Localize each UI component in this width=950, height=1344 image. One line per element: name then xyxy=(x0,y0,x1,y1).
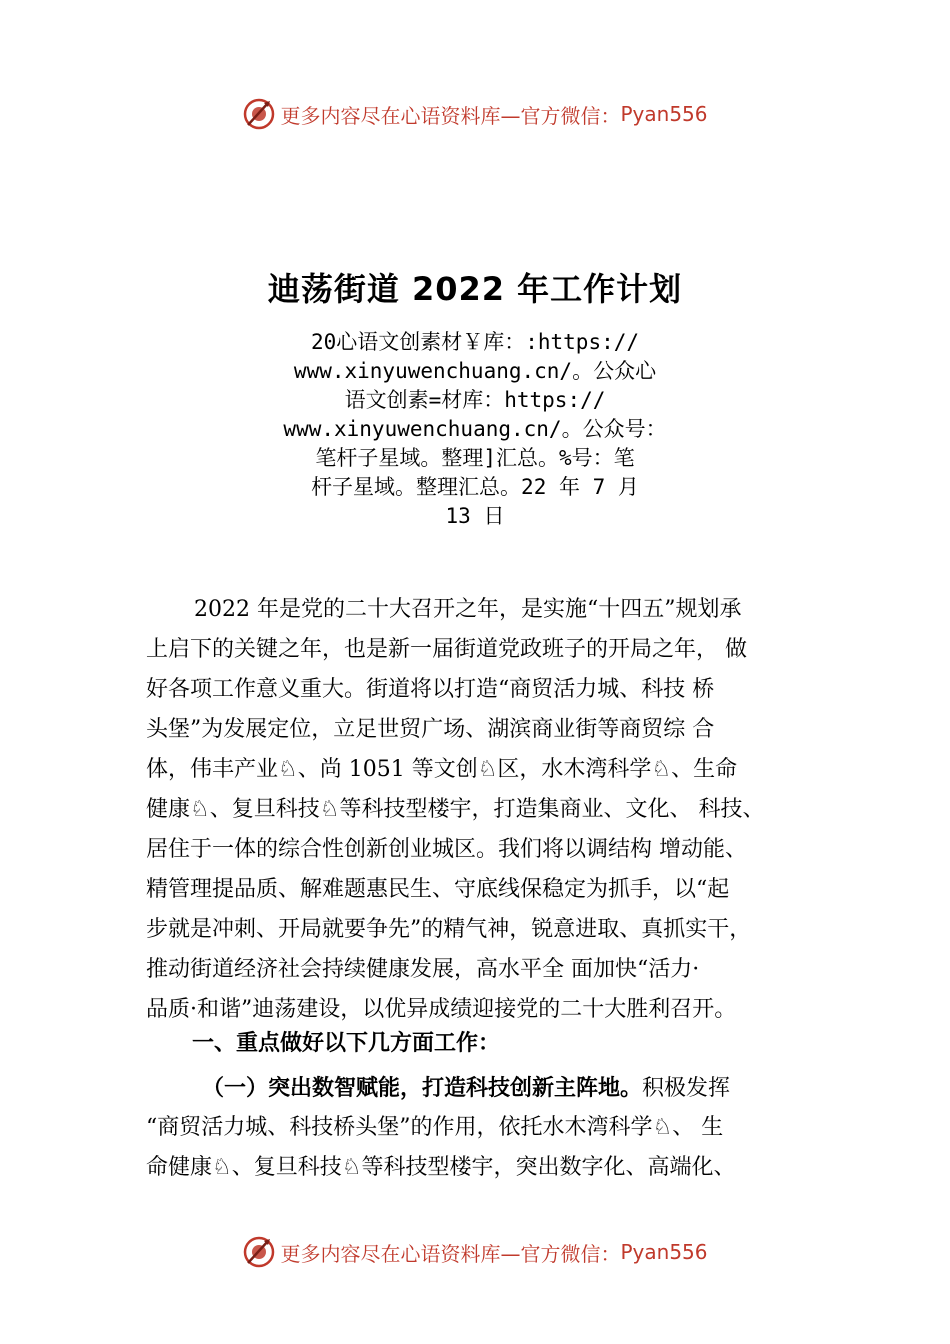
footer-banner xyxy=(0,1232,950,1272)
paragraph-line xyxy=(146,1068,846,1108)
banner-wechat-id: Pyan556 xyxy=(620,1240,708,1264)
paragraph-line: 体，伟丰产业♘、尚 1051 等文创♘区，水木湾科学♘、生命 xyxy=(146,757,738,782)
page-title: 迪荡街道 2022 年工作计划 xyxy=(267,270,683,308)
logo-icon xyxy=(242,1235,276,1269)
source-block xyxy=(260,328,690,531)
paragraph-line: “商贸活力城、科技桥头堡”的作用，依托水木湾科学♘、 生 xyxy=(146,1115,724,1140)
subsection-text: 积极发挥 xyxy=(642,1076,731,1101)
paragraph-line: 步就是冲刺、开局就要争先”的精气神，锐意进取、真抓实干， xyxy=(146,917,752,942)
logo-icon xyxy=(242,97,276,131)
paragraph-line: 居住于一体的综合性创新创业城区。我们将以调结构 增动能、 xyxy=(146,837,747,862)
banner-text: 更多内容尽在心语资料库—官方微信： xyxy=(280,1241,621,1266)
intro-paragraph xyxy=(146,590,846,1030)
banner-wechat-id: Pyan556 xyxy=(620,102,708,126)
subsection-paragraph xyxy=(146,1068,846,1188)
source-line: 笔杆子星域。整理]汇总。%号：笔 xyxy=(315,446,635,470)
paragraph-line: 头堡”为发展定位，立足世贸广场、湖滨商业街等商贸综 合 xyxy=(146,717,715,742)
paragraph-line: 2022 年是党的二十大召开之年，是实施“十四五”规划承 xyxy=(194,597,742,622)
source-line: 杆子星域。整理汇总。22 年 7 月 xyxy=(311,475,639,499)
subsection-heading: （一）突出数智赋能，打造科技创新主阵地。 xyxy=(202,1075,643,1101)
paragraph-line: 健康♘、复旦科技♘等科技型楼宇，打造集商业、文化、 科技、 xyxy=(146,797,765,822)
paragraph-line: 好各项工作意义重大。街道将以打造“商贸活力城、科技 桥 xyxy=(146,677,715,702)
source-line: 13 日 xyxy=(445,504,505,528)
banner-text: 更多内容尽在心语资料库—官方微信： xyxy=(280,103,621,128)
source-line: 语文创素=材库：https:// xyxy=(344,388,606,412)
paragraph-line: 推动街道经济社会持续健康发展，高水平全 面加快“活力· xyxy=(146,957,700,982)
source-line: 20心语文创素材￥库：:https:// xyxy=(310,330,640,354)
paragraph-line: 品质·和谐”迪荡建设，以优异成绩迎接党的二十大胜利召开。 xyxy=(146,997,737,1022)
source-line: www.xinyuwenchuang.cn/。公众号： xyxy=(283,417,667,441)
source-line: www.xinyuwenchuang.cn/。公众心 xyxy=(293,359,657,383)
paragraph-line: 上启下的关键之年，也是新一届街道党政班子的开局之年， 做 xyxy=(146,637,747,662)
paragraph-line: 精管理提品质、解难题惠民生、守底线保稳定为抓手，以“起 xyxy=(146,877,730,902)
header-banner xyxy=(0,94,950,134)
paragraph-line: 命健康♘、复旦科技♘等科技型楼宇，突出数字化、高端化、 xyxy=(146,1155,736,1180)
section-heading: 一、重点做好以下几方面工作： xyxy=(192,1031,501,1056)
